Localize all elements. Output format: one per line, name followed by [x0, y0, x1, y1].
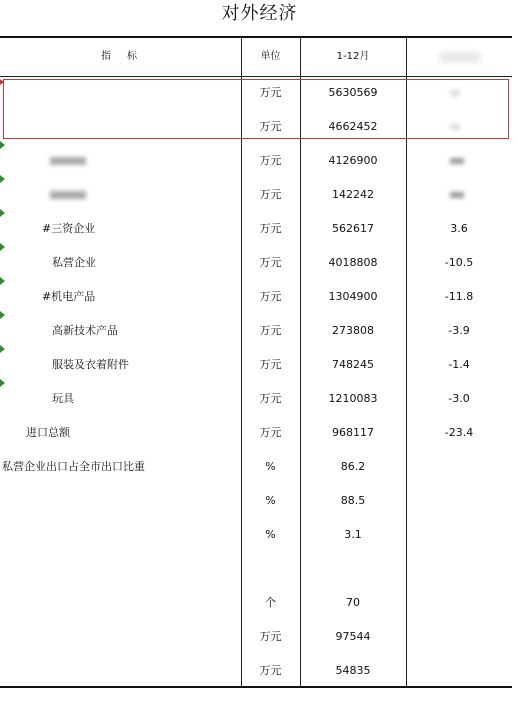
row-name: 服装及衣着附件	[52, 358, 129, 371]
header-indicator: 指 标	[101, 51, 140, 62]
row-name: 高新技术产品	[52, 324, 118, 337]
table-row	[0, 246, 512, 280]
table-row	[0, 620, 512, 654]
row-change: -10.5	[444, 256, 474, 269]
row-change	[406, 450, 512, 484]
row-unit: 万元	[259, 256, 282, 269]
row-change: -23.4	[444, 426, 474, 439]
row-value: 4662452	[328, 120, 378, 133]
row-value: 748245	[332, 358, 374, 371]
table-row	[0, 416, 512, 450]
row-unit: 万元	[259, 86, 282, 99]
table-row	[0, 348, 512, 382]
row-change	[406, 552, 512, 586]
row-change	[406, 518, 512, 552]
redacted-header	[440, 52, 480, 62]
row-name	[0, 484, 240, 518]
row-change	[406, 484, 512, 518]
row-unit: 万元	[259, 324, 282, 337]
row-value: 1304900	[328, 290, 378, 303]
row-unit: 万元	[259, 664, 282, 677]
table-row	[0, 212, 512, 246]
row-unit: %	[265, 528, 276, 541]
row-name	[0, 552, 240, 586]
row-change: 3.6	[450, 222, 468, 235]
row-value	[300, 552, 406, 586]
table-row	[0, 178, 512, 212]
table-row	[0, 450, 512, 484]
row-value: 4018808	[328, 256, 378, 269]
error-marker-icon	[0, 345, 5, 353]
error-marker-icon	[0, 311, 5, 319]
row-unit: 万元	[259, 188, 282, 201]
table-header	[0, 40, 512, 74]
marker-icon	[0, 79, 4, 85]
error-marker-icon	[0, 175, 5, 183]
row-unit: 万元	[259, 426, 282, 439]
row-value: 70	[346, 596, 360, 609]
header-period: 1-12月	[336, 51, 370, 62]
error-marker-icon	[0, 243, 5, 251]
table-row	[0, 552, 512, 586]
row-value: 273808	[332, 324, 374, 337]
row-change	[406, 586, 512, 620]
row-unit: 万元	[259, 290, 282, 303]
row-value: 142242	[332, 188, 374, 201]
header-unit: 单位	[260, 51, 281, 62]
row-name	[0, 586, 240, 620]
row-value: 968117	[332, 426, 374, 439]
error-marker-icon	[0, 209, 5, 217]
table-row	[0, 382, 512, 416]
row-change: -11.8	[444, 290, 474, 303]
redacted-change	[450, 178, 470, 212]
row-unit	[241, 552, 300, 586]
row-unit: 万元	[259, 630, 282, 643]
row-value: 1210083	[328, 392, 378, 405]
row-name: 进口总额	[26, 426, 70, 439]
error-marker-icon	[0, 379, 5, 387]
row-unit: 万元	[259, 154, 282, 167]
row-value: 562617	[332, 222, 374, 235]
row-unit: 万元	[259, 392, 282, 405]
table-row	[0, 314, 512, 348]
row-name	[0, 144, 240, 178]
table-row	[0, 144, 512, 178]
row-unit: %	[265, 460, 276, 473]
row-name: 私营企业出口占全市出口比重	[2, 460, 145, 473]
row-change: -3.9	[448, 324, 470, 337]
row-value: 88.5	[340, 494, 366, 507]
row-name	[0, 654, 240, 688]
redacted-label	[50, 144, 90, 178]
row-value: 3.1	[344, 528, 362, 541]
table-row	[0, 654, 512, 688]
row-change: -3.0	[448, 392, 470, 405]
page-title: 对外经济	[221, 3, 298, 24]
row-unit: 个	[265, 596, 276, 609]
selection-highlight	[3, 79, 509, 139]
row-change: -1.4	[448, 358, 470, 371]
redacted-label	[50, 178, 90, 212]
row-change	[406, 620, 512, 654]
error-marker-icon	[0, 277, 5, 285]
row-value: 86.2	[340, 460, 366, 473]
row-name: 玩具	[52, 392, 74, 405]
table-row	[0, 586, 512, 620]
row-value: 4126900	[328, 154, 378, 167]
row-unit: 万元	[259, 222, 282, 235]
row-name: 私营企业	[52, 256, 96, 269]
row-name	[0, 620, 240, 654]
row-name	[0, 178, 240, 212]
row-unit: 万元	[259, 358, 282, 371]
table-top-border	[0, 36, 512, 38]
row-value: 54835	[335, 664, 371, 677]
redacted-change	[450, 144, 470, 178]
row-unit: 万元	[259, 120, 282, 133]
row-value: 5630569	[328, 86, 378, 99]
error-marker-icon	[0, 141, 5, 149]
row-name: #三资企业	[42, 222, 96, 235]
table-row	[0, 280, 512, 314]
row-name: #机电产品	[42, 290, 96, 303]
row-name	[0, 518, 240, 552]
row-change	[406, 654, 512, 688]
table-row	[0, 518, 512, 552]
table-row	[0, 484, 512, 518]
row-unit: %	[265, 494, 276, 507]
row-value: 97544	[335, 630, 371, 643]
